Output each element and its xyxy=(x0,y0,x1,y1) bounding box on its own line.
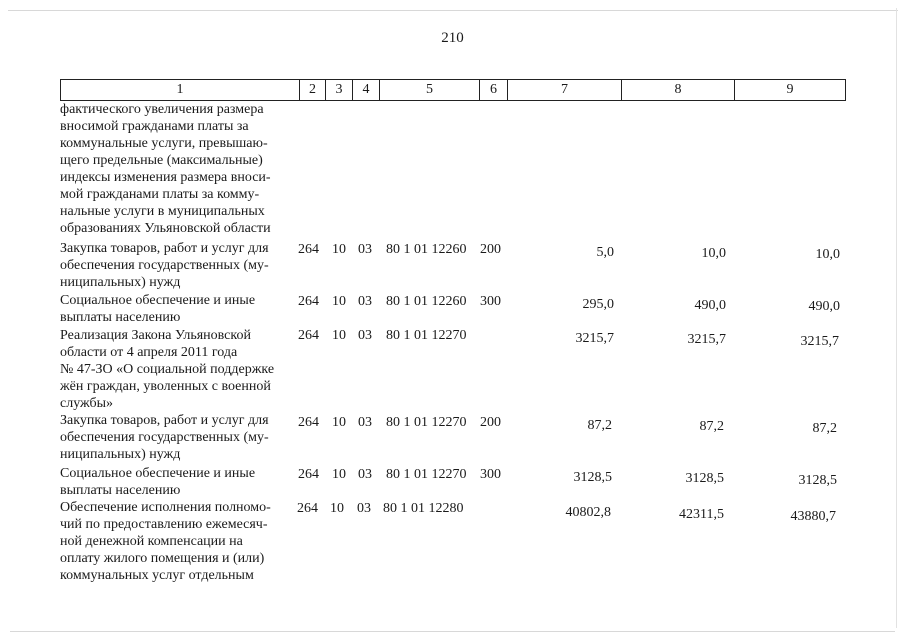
cell-col9: 87,2 xyxy=(812,421,837,436)
cell-col4: 03 xyxy=(358,242,372,257)
intro-line: индексы изменения размера вноси- xyxy=(60,170,271,185)
row-name-line: Реализация Закона Ульяновской xyxy=(60,328,251,343)
cell-col7: 3128,5 xyxy=(573,470,612,485)
cell-col9: 490,0 xyxy=(808,299,840,314)
row-name-line: Закупка товаров, работ и услуг для xyxy=(60,413,269,428)
row-name xyxy=(60,465,293,499)
row-name xyxy=(60,240,293,291)
row-name-line: обеспечения государственных (му- xyxy=(60,258,269,273)
row-name-line: ниципальных) нужд xyxy=(60,447,181,462)
scan-edge-right xyxy=(896,8,897,628)
cell-col5: 80 1 01 12270 xyxy=(386,328,467,343)
cell-col8: 490,0 xyxy=(694,298,726,313)
cell-col8: 42311,5 xyxy=(679,507,724,522)
header-col-3: 3 xyxy=(326,79,353,101)
cell-col8: 87,2 xyxy=(699,419,724,434)
scan-edge-top xyxy=(8,10,898,11)
cell-col4: 03 xyxy=(358,294,372,309)
cell-col8: 3128,5 xyxy=(685,471,724,486)
cell-col7: 5,0 xyxy=(596,245,614,260)
cell-col9: 10,0 xyxy=(815,247,840,262)
row-name-line: выплаты населению xyxy=(60,310,181,325)
header-col-2: 2 xyxy=(300,79,326,101)
cell-col3: 10 xyxy=(332,415,346,430)
cell-col9: 3215,7 xyxy=(800,334,839,349)
row-name-line: чий по предоставлению ежемесяч- xyxy=(60,517,268,532)
row-name-line: ной денежной компенсации на xyxy=(60,534,243,549)
intro-text xyxy=(60,101,293,237)
intro-line: вносимой гражданами платы за xyxy=(60,119,249,134)
header-col-9: 9 xyxy=(735,79,846,101)
cell-col5: 80 1 01 12260 xyxy=(386,294,467,309)
cell-col8: 10,0 xyxy=(701,246,726,261)
cell-col4: 03 xyxy=(358,328,372,343)
row-name-line: коммунальных услуг отдельным xyxy=(60,568,254,583)
row-name xyxy=(60,327,293,412)
cell-col3: 10 xyxy=(332,328,346,343)
cell-col2: 264 xyxy=(298,415,319,430)
cell-col7: 40802,8 xyxy=(565,505,611,520)
cell-col3: 10 xyxy=(332,294,346,309)
cell-col5: 80 1 01 12270 xyxy=(386,415,467,430)
intro-line: нальные услуги в муниципальных xyxy=(60,204,265,219)
row-name xyxy=(60,499,293,584)
cell-col6: 300 xyxy=(480,467,501,482)
cell-col6: 200 xyxy=(480,242,501,257)
cell-col2: 264 xyxy=(298,242,319,257)
cell-col2: 264 xyxy=(298,294,319,309)
cell-col4: 03 xyxy=(357,501,371,516)
cell-col5: 80 1 01 12270 xyxy=(386,467,467,482)
row-name-line: № 47-ЗО «О социальной поддержке xyxy=(60,362,275,377)
intro-line: коммунальные услуги, превышаю- xyxy=(60,136,268,151)
row-name-line: оплату жилого помещения и (или) xyxy=(60,551,265,566)
row-name-line: выплаты населению xyxy=(60,483,181,498)
row-name xyxy=(60,292,293,326)
header-col-4: 4 xyxy=(353,79,380,101)
row-name-line: обеспечения государственных (му- xyxy=(60,430,269,445)
header-col-1: 1 xyxy=(60,79,300,101)
cell-col4: 03 xyxy=(358,467,372,482)
cell-col7: 295,0 xyxy=(582,297,614,312)
cell-col3: 10 xyxy=(332,242,346,257)
cell-col7: 87,2 xyxy=(587,418,612,433)
row-name-line: ниципальных) нужд xyxy=(60,275,181,290)
cell-col2: 264 xyxy=(298,467,319,482)
header-col-6: 6 xyxy=(480,79,508,101)
row-name-line: области от 4 апреля 2011 года xyxy=(60,345,238,360)
intro-line: фактического увеличения размера xyxy=(60,102,264,117)
row-name-line: Социальное обеспечение и иные xyxy=(60,466,256,481)
intro-line: образованиях Ульяновской области xyxy=(60,221,271,236)
cell-col6: 300 xyxy=(480,294,501,309)
intro-line: мой гражданами платы за комму- xyxy=(60,187,260,202)
cell-col3: 10 xyxy=(332,467,346,482)
cell-col3: 10 xyxy=(330,501,344,516)
cell-col9: 43880,7 xyxy=(790,509,836,524)
cell-col5: 80 1 01 12280 xyxy=(383,501,464,516)
cell-col2: 264 xyxy=(298,328,319,343)
row-name-line: службы» xyxy=(60,396,114,411)
row-name xyxy=(60,412,293,463)
header-col-5: 5 xyxy=(380,79,480,101)
cell-col2: 264 xyxy=(297,501,318,516)
row-name-line: Закупка товаров, работ и услуг для xyxy=(60,241,269,256)
cell-col7: 3215,7 xyxy=(575,331,614,346)
row-name-line: Социальное обеспечение и иные xyxy=(60,293,256,308)
cell-col9: 3128,5 xyxy=(798,473,837,488)
cell-col8: 3215,7 xyxy=(687,332,726,347)
header-col-8: 8 xyxy=(622,79,735,101)
scan-edge-bottom xyxy=(10,631,895,632)
cell-col4: 03 xyxy=(358,415,372,430)
cell-col6: 200 xyxy=(480,415,501,430)
intro-line: щего предельные (максимальные) xyxy=(60,153,263,168)
header-col-7: 7 xyxy=(508,79,622,101)
row-name-line: жён граждан, уволенных с военной xyxy=(60,379,271,394)
cell-col5: 80 1 01 12260 xyxy=(386,242,467,257)
row-name-line: Обеспечение исполнения полномо- xyxy=(60,500,271,515)
page-number: 210 xyxy=(441,30,464,46)
